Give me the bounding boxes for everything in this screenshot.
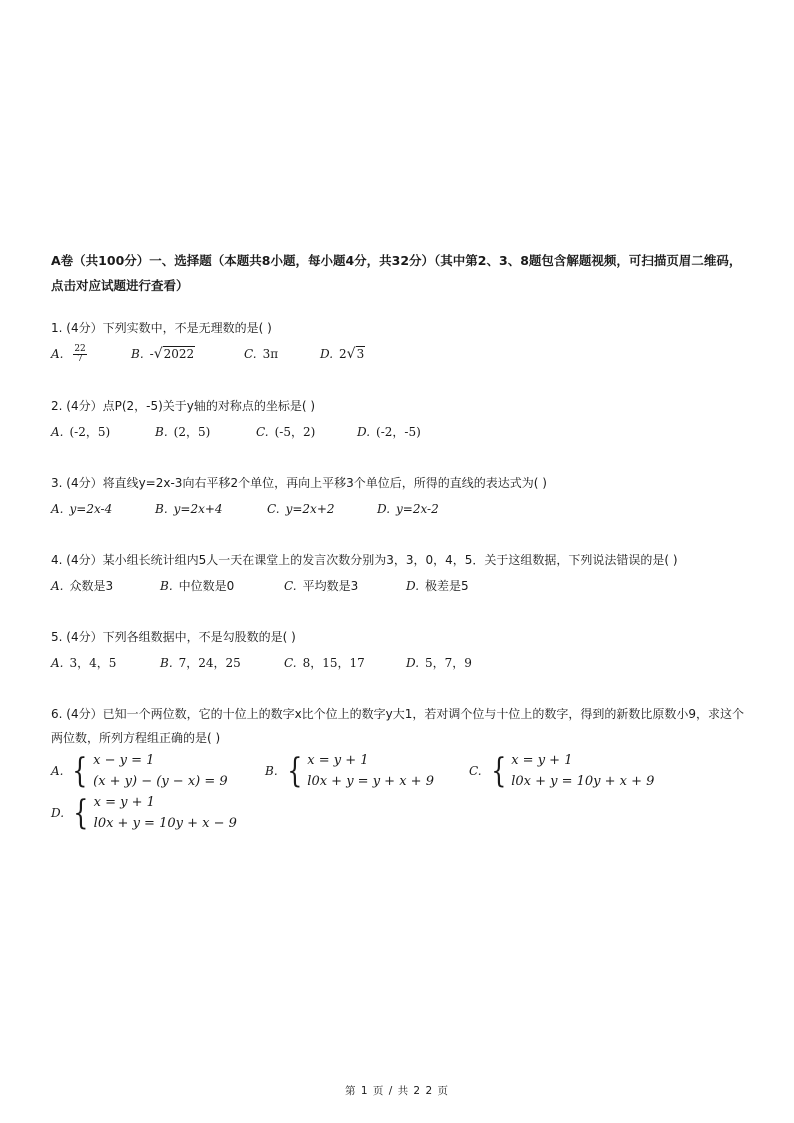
question-3-title: 3. (4分）将直线y=2x-3向右平移2个单位，再向上平移3个单位后，所得的直线的表达式为( ) <box>51 476 547 490</box>
q6-option-d: D. { x = y + 1 l0x + y = 10y + x − 9 <box>51 793 237 833</box>
q5-option-c: C. 8，15，17 <box>284 656 365 670</box>
q2-option-b: B. (2，5) <box>155 425 211 439</box>
brace: { <box>72 751 88 791</box>
q2-option-d: D. (-2，-5) <box>357 425 421 439</box>
brace: { <box>73 793 89 833</box>
question-6-options <box>51 750 751 834</box>
sqrt: √2022 <box>153 346 195 362</box>
question-2-options <box>51 423 751 443</box>
question-6-title: 6. (4分）已知一个两位数，它的十位上的数字x比个位上的数字y大1，若对调个位与十位上的数字，得到的新数比原数小9，求这个两位数，所列方程组正确的是( ) <box>51 707 745 745</box>
question-2-title: 2. (4分）点P(2，-5)关于y轴的对称点的坐标是( ) <box>51 399 316 413</box>
question-4-options <box>51 577 751 597</box>
question-1-title: 1. (4分）下列实数中，不是无理数的是( ) <box>51 321 272 335</box>
q1-option-c: C. 3π <box>244 347 279 361</box>
question-1-options <box>51 345 751 367</box>
q5-option-a: A. 3，4，5 <box>51 656 117 670</box>
q6-option-a: A. { x − y = 1 (x + y) − (y − x) = 9 <box>51 751 228 791</box>
q3-option-c: C. y=2x+2 <box>267 502 335 516</box>
brace: { <box>490 751 506 791</box>
question-3-options <box>51 500 751 520</box>
q5-option-d: D. 5，7，9 <box>406 656 472 670</box>
q4-option-a: A. 众数是3 <box>51 579 114 593</box>
q4-option-d: D. 极差是5 <box>406 579 469 593</box>
q3-option-a: A. y=2x-4 <box>51 502 113 516</box>
q1-option-d: D. 2√3 <box>320 346 365 362</box>
question-4-title: 4. (4分）某小组长统计组内5人一天在课堂上的发言次数分别为3，3，0，4，5．关于这组数据，下列说法错误的是( ) <box>51 553 678 567</box>
fraction: $\frac{22}{7}$ <box>74 344 86 364</box>
q4-option-c: C. 平均数是3 <box>284 579 359 593</box>
q5-option-b: B. 7，24，25 <box>160 656 241 670</box>
section-header: A卷（共100分）一、选择题（本题共8小题，每小题4分，共32分）（其中第2、3、8题包含解题视频，可扫描页眉二维码，点击对应试题进行查看） <box>51 253 742 293</box>
sqrt: √3 <box>346 346 365 362</box>
q3-option-d: D. y=2x-2 <box>377 502 439 516</box>
question-5-options <box>51 654 751 674</box>
q1-option-b: B. -√2022 <box>131 346 195 362</box>
q3-option-b: B. y=2x+4 <box>155 502 223 516</box>
q2-option-a: A. (-2，5) <box>51 425 111 439</box>
page-footer: 第 1 页 / 共 2 2 页 <box>345 1085 449 1097</box>
brace: { <box>286 751 303 791</box>
question-5-title: 5. (4分）下列各组数据中，不是勾股数的是( ) <box>51 630 296 644</box>
q1-option-a: A. $\frac{22}{7}$ <box>51 344 86 364</box>
q4-option-b: B. 中位数是0 <box>160 579 235 593</box>
q6-option-c: C. { x = y + 1 l0x + y = 10y + x + 9 <box>469 751 655 791</box>
q6-option-b: B. { x = y + 1 l0x + y = y + x + 9 <box>265 751 434 791</box>
q2-option-c: C. (-5，2) <box>256 425 316 439</box>
